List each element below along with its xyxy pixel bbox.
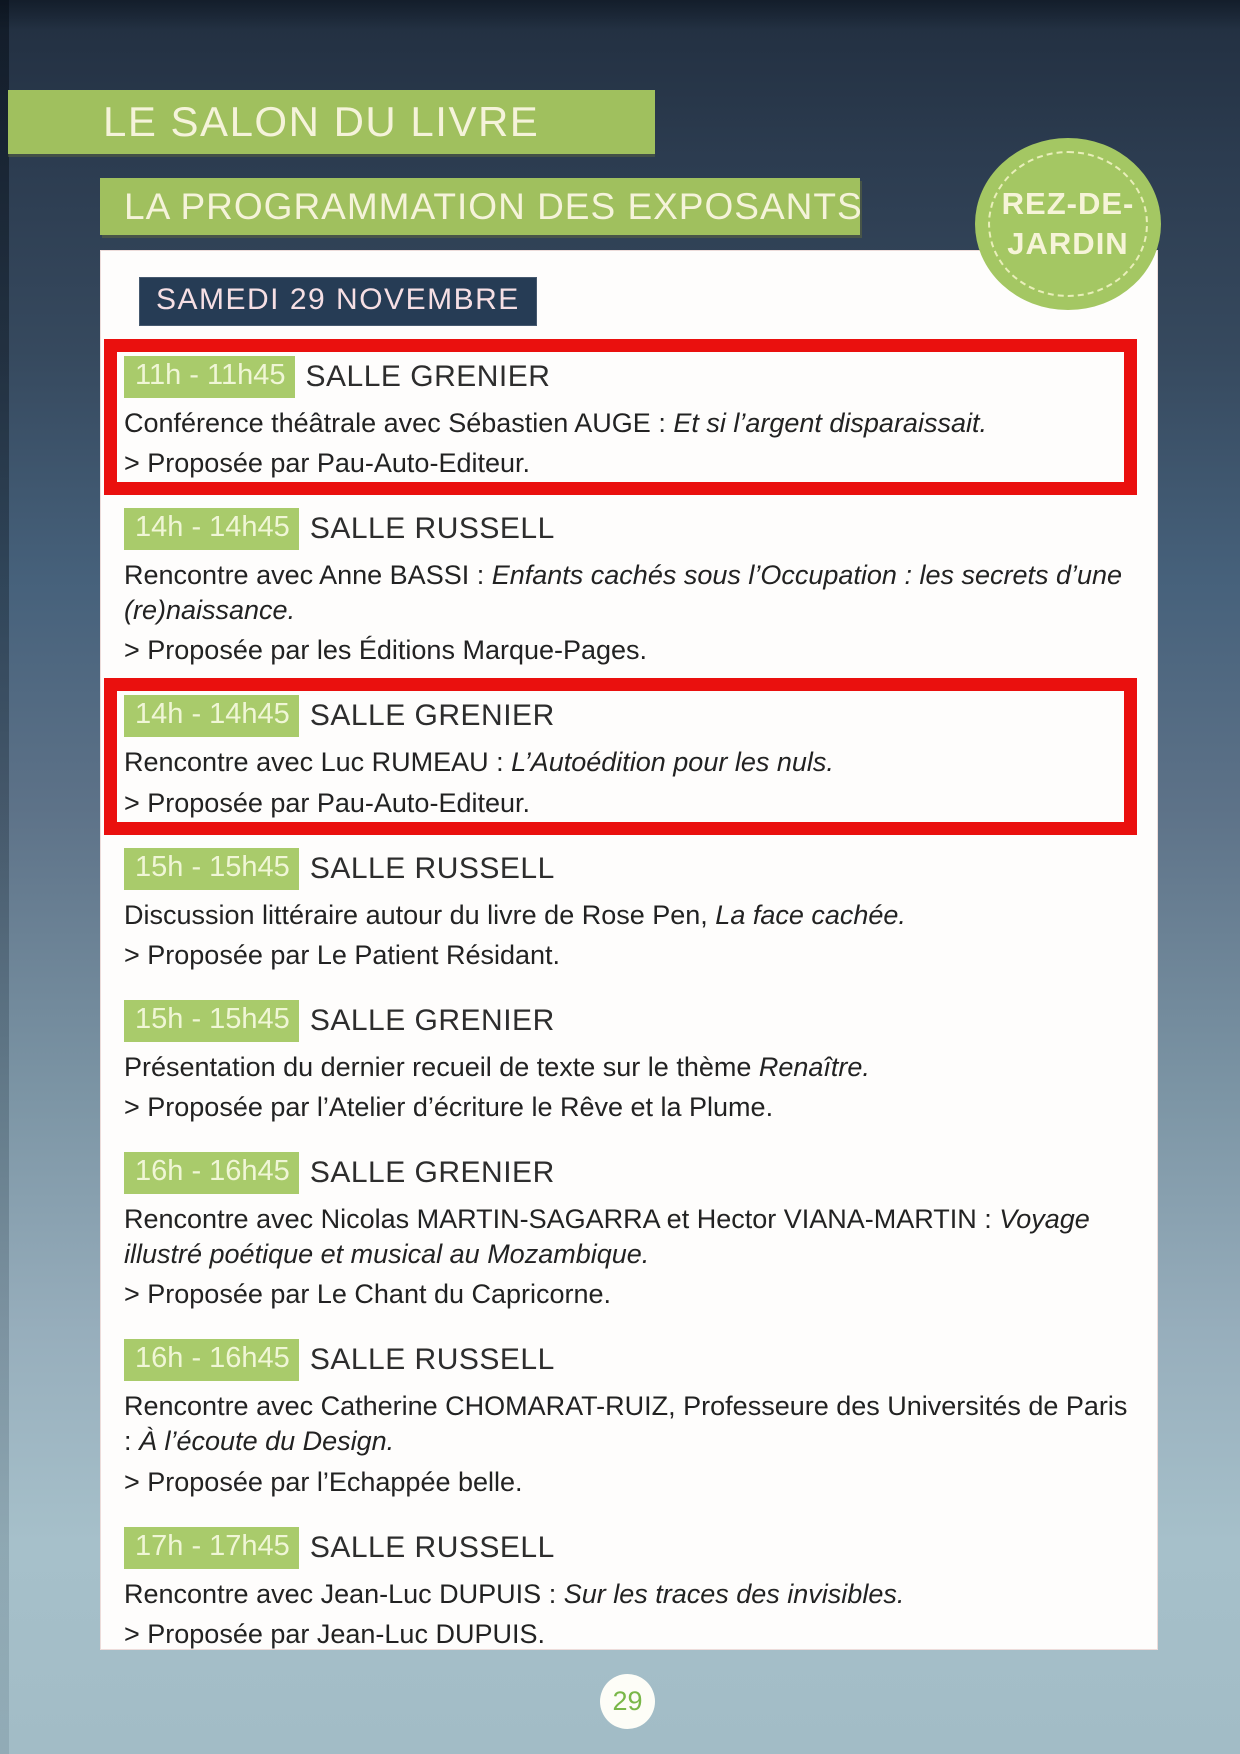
event-item [124,1527,1137,1652]
event-title: À l’écoute du Design. [139,1426,395,1457]
event-time-badge: 14h - 14h45 [124,508,299,550]
event-description: Rencontre avec Anne BASSI : [124,560,492,591]
event-description-line [124,1389,1137,1459]
event-room-label: SALLE GRENIER [309,1156,555,1190]
event-item [124,508,1137,668]
event-description: Rencontre avec Catherine CHOMARAT-RUIZ, Professeure des Universités de Paris : [124,1391,1128,1457]
event-item [124,848,1137,973]
page-edge-top [0,0,1240,30]
event-organizer: > Proposée par Le Patient Résidant. [124,939,561,970]
event-item [124,1339,1137,1499]
event-list [124,356,1137,1652]
program-card [100,250,1158,1650]
event-time-badge: 17h - 17h45 [124,1527,299,1569]
event-time-badge: 16h - 16h45 [124,1152,299,1194]
event-organizer: > Proposée par l’Atelier d’écriture le Rêve et la Plume. [124,1091,774,1122]
event-header [124,1152,1137,1194]
event-header [124,695,1137,737]
event-item [124,356,1137,481]
event-title: La face cachée. [715,899,906,930]
event-header [124,356,1137,398]
event-time-badge: 16h - 16h45 [124,1339,299,1381]
event-room-label: SALLE RUSSELL [309,1343,555,1377]
program-subtitle-text: LA PROGRAMMATION DES EXPOSANTS [124,185,863,227]
event-item [124,1152,1137,1312]
event-description-line [124,898,1137,933]
event-header [124,508,1137,550]
event-organizer: > Proposée par Le Chant du Capricorne. [124,1279,612,1310]
event-title: Enfants cachés sous l’Occupation : les secrets d’une (re)naissance. [124,560,1123,626]
floor-badge [975,138,1161,310]
floor-badge-line2: JARDIN [1007,226,1129,261]
salon-title-banner [8,90,655,154]
event-room-label: SALLE GRENIER [305,360,551,393]
event-time-badge: 15h - 15h45 [124,1000,299,1042]
event-organizer: > Proposée par l’Echappée belle. [124,1466,523,1497]
event-description-line [124,558,1137,628]
event-item [124,1000,1137,1125]
event-organizer: > Proposée par Pau-Auto-Editeur. [124,448,531,479]
event-title: Renaître. [758,1051,870,1082]
event-description-line [124,745,1137,780]
event-description: Rencontre avec Jean-Luc DUPUIS : [124,1578,564,1609]
page-number-badge [600,1674,655,1729]
event-item [124,695,1137,820]
event-organizer: > Proposée par les Éditions Marque-Pages. [124,635,648,666]
event-description: Présentation du dernier recueil de texte sur le thème [124,1051,759,1082]
event-room-label: SALLE RUSSELL [309,512,555,546]
salon-title-text: LE SALON DU LIVRE [103,98,540,145]
event-description-line [124,1050,1137,1085]
event-description-line [124,1577,1137,1612]
event-header [124,1527,1137,1569]
page-number-text: 29 [612,1686,643,1716]
event-description: Discussion littéraire autour du livre de Rose Pen, [124,899,716,930]
event-title: Sur les traces des invisibles. [563,1578,905,1609]
event-time-badge: 11h - 11h45 [124,356,295,398]
event-header [124,1339,1137,1381]
page-edge-left [0,0,9,1754]
event-description-line [124,1202,1137,1272]
program-subtitle-banner [100,178,863,235]
event-room-label: SALLE GRENIER [309,1003,555,1037]
event-title: Voyage illustré poétique et musical au Mozambique. [124,1204,1090,1270]
event-header [124,848,1137,890]
event-time-badge: 15h - 15h45 [124,848,299,890]
event-header [124,1000,1137,1042]
event-description: Rencontre avec Nicolas MARTIN-SAGARRA et Hector VIANA-MARTIN : [124,1204,1000,1235]
event-organizer: > Proposée par Jean-Luc DUPUIS. [124,1618,545,1649]
event-room-label: SALLE RUSSELL [309,851,555,885]
event-room-label: SALLE RUSSELL [309,1530,555,1564]
event-room-label: SALLE GRENIER [309,699,555,733]
event-description: Conférence théâtrale avec Sébastien AUGE : [124,408,674,438]
event-title: Et si l’argent disparaissait. [673,408,987,438]
floor-badge-line1: REZ-DE- [1001,185,1135,221]
event-title: L’Autoédition pour les nuls. [511,747,834,778]
event-organizer: > Proposée par Pau-Auto-Editeur. [124,787,531,818]
event-description-line [124,406,1137,441]
event-description: Rencontre avec Luc RUMEAU : [124,747,512,778]
event-time-badge: 14h - 14h45 [124,695,299,737]
date-badge: SAMEDI 29 NOVEMBRE [139,277,537,326]
